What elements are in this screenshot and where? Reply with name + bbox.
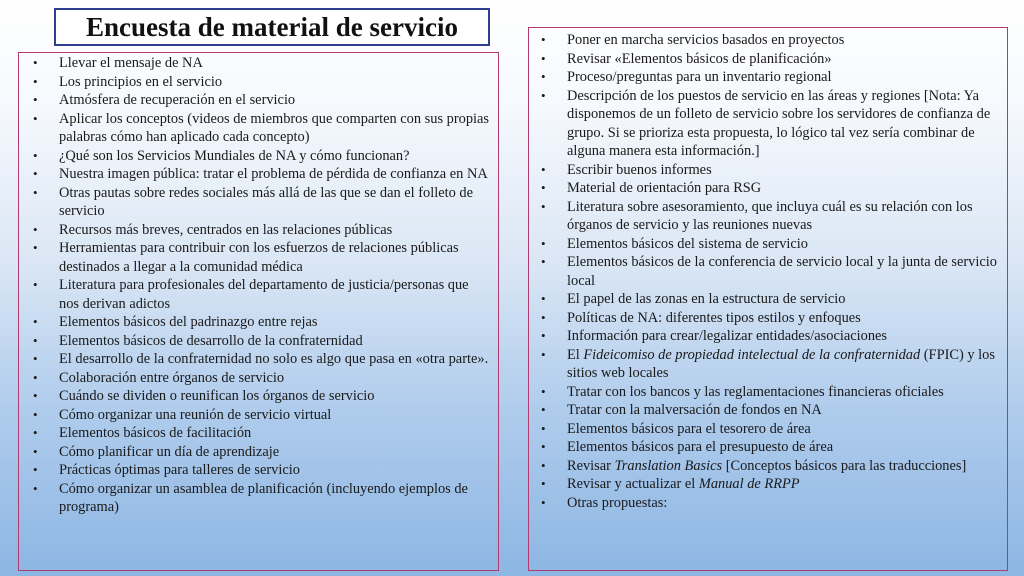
list-item xyxy=(541,401,1001,420)
list-item xyxy=(541,253,1001,290)
list-item xyxy=(33,147,490,166)
bullet-icon: • xyxy=(33,388,38,403)
bullet-icon: • xyxy=(541,328,546,343)
list-item-text: Cuándo se dividen o reunifican los órganos de servicio xyxy=(59,388,375,404)
list-item-text: Recursos más breves, centrados en las relaciones públicas xyxy=(59,221,393,238)
bullet-icon: • xyxy=(541,420,546,436)
list-item xyxy=(541,87,1001,161)
list-item-text: Llevar el mensaje de NA xyxy=(59,55,203,71)
list-item xyxy=(33,73,490,92)
bullet-icon: • xyxy=(33,277,38,292)
bullet-icon: • xyxy=(33,369,38,385)
bullet-icon: • xyxy=(33,480,38,496)
bullet-icon: • xyxy=(541,476,546,491)
bullet-icon: • xyxy=(33,462,38,477)
bullet-icon: • xyxy=(541,402,546,417)
list-item xyxy=(541,438,1001,457)
bullet-icon: • xyxy=(541,50,546,66)
list-item-text: [Conceptos básicos para las traducciones] xyxy=(722,457,967,474)
list-item-text: Los principios en el servicio xyxy=(59,73,223,90)
bullet-icon: • xyxy=(541,309,546,325)
list-item xyxy=(33,443,490,462)
list-item xyxy=(541,235,1001,254)
bullet-icon: • xyxy=(541,439,546,454)
list-item-italic-title: Manual de RRPP xyxy=(698,476,800,492)
list-item xyxy=(33,350,490,369)
bullet-icon: • xyxy=(541,494,546,510)
bullet-icon: • xyxy=(541,32,546,47)
list-item-text: Herramientas para contribuir con los esfuerzos de relaciones públicas destinados a llegar a la comunidad médica xyxy=(59,240,459,275)
list-item-text: Aplicar los conceptos (videos de miembros que comparten con sus propias palabras cómo han aplicado cada concepto) xyxy=(59,110,490,145)
list-item xyxy=(541,327,1001,346)
list-item-text: Otras pautas sobre redes sociales más allá de las que se dan el folleto de servicio xyxy=(59,184,473,219)
list-item xyxy=(33,276,490,313)
list-item-text: El xyxy=(567,346,584,363)
list-item-text: Literatura para profesionales del departamento de justicia/personas que nos derivan adictos xyxy=(59,277,469,312)
list-item-text: Tratar con los bancos y las reglamentaciones financieras oficiales xyxy=(567,383,944,400)
list-item-text: Descripción de los puestos de servicio en las áreas y regiones [Nota: Ya disponemos de un folleto de servicio sobre los servidores de confianza de grupo. Si se prioriza esta propuesta, lo lógico tal vez sería combinar de alguna manera esta información.] xyxy=(567,87,991,159)
list-item-text: Colaboración entre órganos de servicio xyxy=(59,369,285,386)
list-item-text: Escribir buenos informes xyxy=(567,161,712,178)
list-item-text: Políticas de NA: diferentes tipos estilos y enfoques xyxy=(567,309,861,326)
list-item-text: Elementos básicos de la conferencia de servicio local y la junta de servicio local xyxy=(567,254,997,289)
bullet-icon: • xyxy=(33,332,38,348)
list-item-text: Cómo organizar un asamblea de planificación (incluyendo ejemplos de programa) xyxy=(59,480,468,515)
list-item-text: Otras propuestas: xyxy=(567,494,668,511)
list-item-text: Elementos básicos de desarrollo de la confraternidad xyxy=(59,332,363,349)
list-item-text: (FPIC) y los sitios web locales xyxy=(567,346,995,381)
right-bullet-list xyxy=(541,31,1001,512)
list-item xyxy=(33,165,490,184)
list-item xyxy=(33,480,490,517)
bullet-icon: • xyxy=(33,184,38,200)
bullet-icon: • xyxy=(541,291,546,306)
list-item xyxy=(541,457,1001,476)
bullet-icon: • xyxy=(33,351,38,366)
right-list-panel xyxy=(528,27,1008,571)
list-item xyxy=(541,420,1001,439)
list-item-text: El papel de las zonas en la estructura de servicio xyxy=(567,291,846,307)
list-item xyxy=(33,424,490,443)
bullet-icon: • xyxy=(33,425,38,440)
list-item-text: Literatura sobre asesoramiento, que incluya cuál es su relación con los órganos de servicio y las reuniones nuevas xyxy=(567,198,973,233)
bullet-icon: • xyxy=(541,383,546,399)
list-item-text: Atmósfera de recuperación en el servicio xyxy=(59,92,296,108)
bullet-icon: • xyxy=(33,406,38,422)
bullet-icon: • xyxy=(33,221,38,237)
list-item xyxy=(33,406,490,425)
bullet-icon: • xyxy=(541,161,546,177)
left-bullet-list xyxy=(33,54,490,517)
list-item-text: ¿Qué son los Servicios Mundiales de NA y cómo funcionan? xyxy=(59,147,410,164)
list-item-text: Poner en marcha servicios basados en proyectos xyxy=(567,32,845,48)
bullet-icon: • xyxy=(33,166,38,181)
list-item-text: El desarrollo de la confraternidad no solo es algo que pasa en «otra parte». xyxy=(59,351,489,367)
list-item-text: Cómo planificar un día de aprendizaje xyxy=(59,443,280,460)
list-item xyxy=(541,198,1001,235)
list-item-text: Revisar «Elementos básicos de planificación» xyxy=(567,50,832,67)
list-item-text: Revisar xyxy=(567,457,615,474)
bullet-icon: • xyxy=(541,69,546,84)
list-item-italic-title: Translation Basics xyxy=(614,457,723,474)
bullet-icon: • xyxy=(33,92,38,107)
list-item xyxy=(33,313,490,332)
bullet-icon: • xyxy=(33,73,38,89)
list-item-text: Elementos básicos del padrinazgo entre rejas xyxy=(59,314,318,330)
bullet-icon: • xyxy=(33,55,38,70)
list-item xyxy=(33,221,490,240)
list-item xyxy=(541,494,1001,513)
left-list-panel xyxy=(18,52,499,571)
list-item xyxy=(541,290,1001,309)
bullet-icon: • xyxy=(541,198,546,214)
list-item xyxy=(541,161,1001,180)
bullet-icon: • xyxy=(33,443,38,459)
list-item-text: Material de orientación para RSG xyxy=(567,180,762,196)
bullet-icon: • xyxy=(33,147,38,163)
list-item-text: Cómo organizar una reunión de servicio virtual xyxy=(59,406,332,423)
list-item xyxy=(33,461,490,480)
list-item xyxy=(541,346,1001,383)
list-item-text: Tratar con la malversación de fondos en NA xyxy=(567,402,822,418)
list-item xyxy=(541,50,1001,69)
list-item-text: Nuestra imagen pública: tratar el problema de pérdida de confianza en NA xyxy=(59,166,488,182)
list-item-text: Elementos básicos para el presupuesto de área xyxy=(567,439,834,455)
bullet-icon: • xyxy=(541,235,546,251)
bullet-icon: • xyxy=(33,240,38,255)
list-item xyxy=(33,332,490,351)
list-item xyxy=(33,91,490,110)
list-item xyxy=(541,309,1001,328)
bullet-icon: • xyxy=(33,110,38,126)
bullet-icon: • xyxy=(541,346,546,362)
list-item-italic-title: Fideicomiso de propiedad intelectual de la confraternidad xyxy=(583,346,921,363)
bullet-icon: • xyxy=(541,180,546,195)
list-item-text: Proceso/preguntas para un inventario regional xyxy=(567,69,832,85)
list-item xyxy=(33,369,490,388)
list-item-text: Información para crear/legalizar entidades/asociaciones xyxy=(567,328,888,344)
list-item xyxy=(33,239,490,276)
page-title: Encuesta de material de servicio xyxy=(86,11,458,42)
bullet-icon: • xyxy=(33,314,38,329)
title-box xyxy=(54,8,490,46)
list-item xyxy=(33,184,490,221)
list-item-text: Revisar y actualizar el xyxy=(567,476,699,492)
list-item-text: Prácticas óptimas para talleres de servicio xyxy=(59,462,300,478)
list-item xyxy=(541,383,1001,402)
list-item xyxy=(33,54,490,73)
list-item xyxy=(541,475,1001,494)
bullet-icon: • xyxy=(541,87,546,103)
list-item xyxy=(33,387,490,406)
list-item-text: Elementos básicos para el tesorero de área xyxy=(567,420,811,437)
bullet-icon: • xyxy=(541,457,546,473)
bullet-icon: • xyxy=(541,254,546,269)
list-item-text: Elementos básicos del sistema de servicio xyxy=(567,235,808,252)
list-item xyxy=(541,68,1001,87)
list-item-text: Elementos básicos de facilitación xyxy=(59,425,252,441)
list-item xyxy=(33,110,490,147)
list-item xyxy=(541,31,1001,50)
list-item xyxy=(541,179,1001,198)
